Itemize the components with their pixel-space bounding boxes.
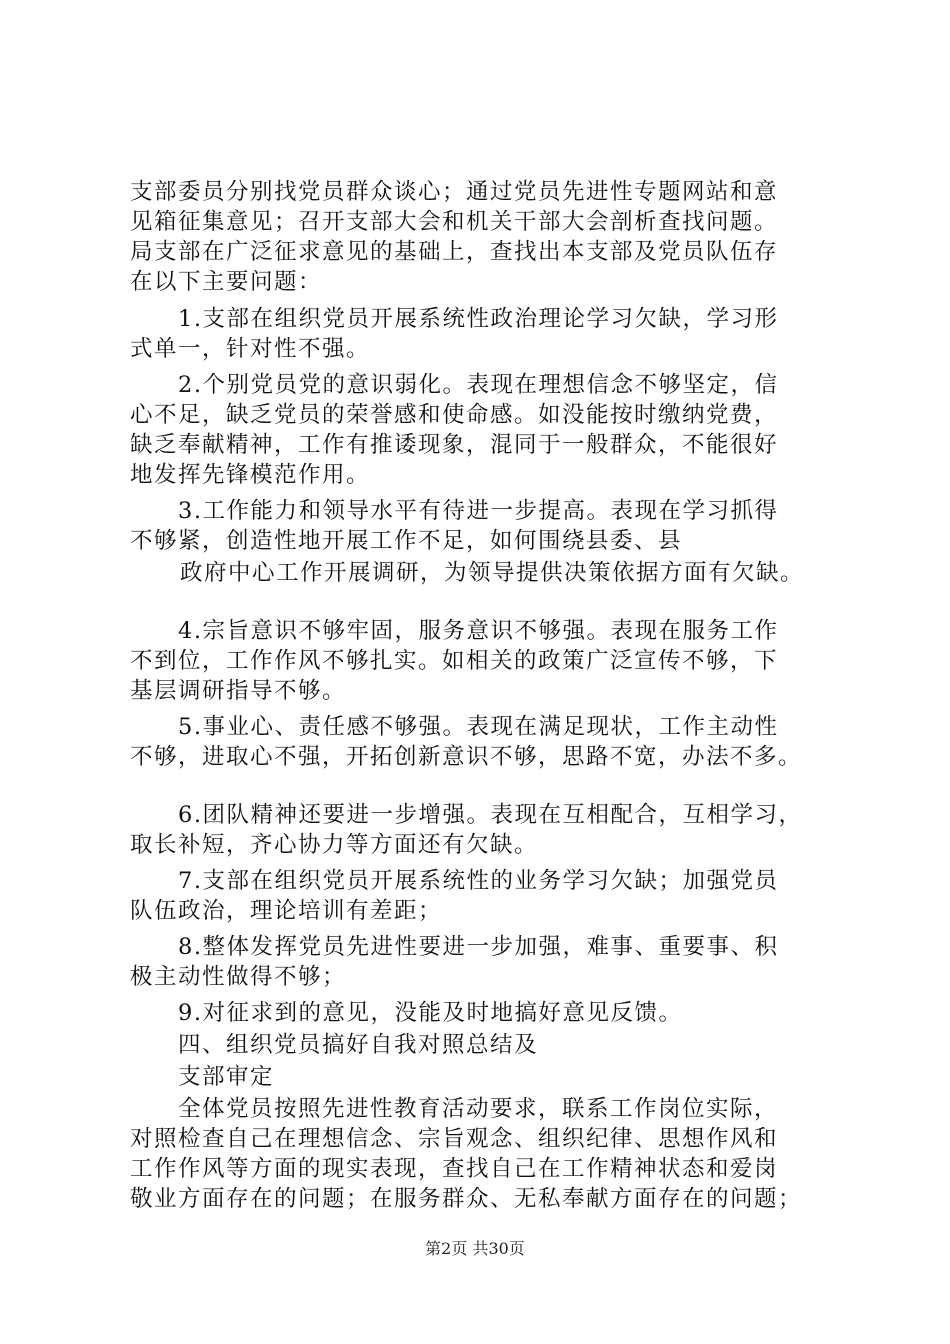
list-item-6-line: 6.团队精神还要进一步增强。表现在互相配合，互相学习，	[178, 802, 803, 828]
paragraph-line: 政府中心工作开展调研，为领导提供决策依据方面有欠缺。	[180, 560, 805, 586]
paragraph-line: 取长补短，齐心协力等方面还有欠缺。	[130, 832, 539, 858]
list-item-9-line: 9.对征求到的意见，没能及时地搞好意见反馈。	[178, 1000, 683, 1026]
paragraph-line: 不够，进取心不强，开拓创新意识不够，思路不宽，办法不多。	[130, 744, 803, 770]
paragraph-line: 队伍政治，理论培训有差距；	[130, 898, 443, 924]
paragraph-line: 在以下主要问题：	[130, 269, 323, 295]
paragraph-line: 敬业方面存在的问题；在服务群众、无私奉献方面存在的问题；	[130, 1186, 803, 1212]
list-item-5-line: 5.事业心、责任感不够强。表现在满足现状，工作主动性	[178, 714, 779, 740]
section-heading: 四、组织党员搞好自我对照总结及	[178, 1032, 539, 1058]
paragraph-line: 不够紧，创造性地开展工作不足，如何围绕县委、县	[130, 528, 683, 554]
paragraph-line: 缺乏奉献精神，工作有推诿现象，混同于一般群众，不能很好	[130, 432, 779, 458]
section-heading-continued: 支部审定	[178, 1064, 275, 1090]
paragraph-line: 见箱征集意见；召开支部大会和机关干部大会剖析查找问题。	[130, 209, 779, 235]
paragraph-line: 极主动性做得不够；	[130, 964, 347, 990]
paragraph-line: 基层调研指导不够。	[130, 678, 347, 704]
paragraph-line: 局支部在广泛征求意见的基础上，查找出本支部及党员队伍存	[130, 239, 779, 265]
list-item-2-line: 2.个别党员党的意识弱化。表现在理想信念不够坚定，信	[178, 372, 779, 398]
list-item-3-line: 3.工作能力和领导水平有待进一步提高。表现在学习抓得	[178, 498, 779, 524]
paragraph-line: 支部委员分别找党员群众谈心；通过党员先进性专题网站和意	[130, 179, 779, 205]
paragraph-line: 式单一，针对性不强。	[130, 336, 371, 362]
paragraph-line: 全体党员按照先进性教育活动要求，联系工作岗位实际，	[178, 1096, 779, 1122]
paragraph-line: 心不足，缺乏党员的荣誉感和使命感。如没能按时缴纳党费，	[130, 402, 779, 428]
list-item-7-line: 7.支部在组织党员开展系统性的业务学习欠缺；加强党员	[178, 868, 779, 894]
list-item-4-line: 4.宗旨意识不够牢固，服务意识不够强。表现在服务工作	[178, 618, 779, 644]
page-number-footer: 第2页 共30页	[425, 1239, 525, 1258]
paragraph-line: 地发挥先锋模范作用。	[130, 462, 371, 488]
paragraph-line: 工作作风等方面的现实表现，查找自己在工作精神状态和爱岗	[130, 1156, 779, 1182]
list-item-1-line: 1.支部在组织党员开展系统性政治理论学习欠缺，学习形	[178, 306, 779, 332]
paragraph-line: 对照检查自己在理想信念、宗旨观念、组织纪律、思想作风和	[130, 1126, 779, 1152]
list-item-8-line: 8.整体发挥党员先进性要进一步加强，难事、重要事、积	[178, 934, 779, 960]
paragraph-line: 不到位，工作作风不够扎实。如相关的政策广泛宣传不够，下	[130, 648, 779, 674]
